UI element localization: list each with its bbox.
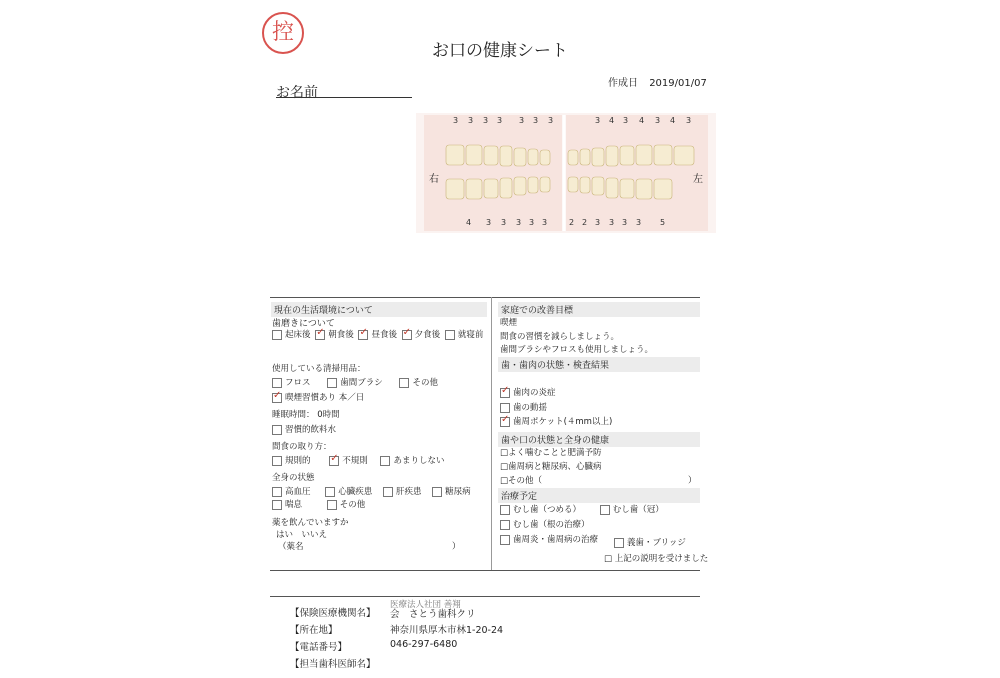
option-other[interactable]: その他 <box>399 378 438 388</box>
option-hypertension[interactable]: 高血圧 <box>272 487 311 497</box>
checkbox[interactable] <box>500 388 510 398</box>
upper-pocket-number: 3 <box>548 116 554 125</box>
option-body-other[interactable]: その他 <box>327 500 366 510</box>
plan-header: 治療予定 <box>498 488 700 503</box>
goal-title: 喫煙 <box>500 318 518 328</box>
option-drink[interactable]: 習慣的飲料水 <box>272 423 336 435</box>
phone-label: 【電話番号】 <box>290 642 348 653</box>
checkbox[interactable] <box>500 520 510 530</box>
checkbox[interactable] <box>399 378 409 388</box>
option-dinner[interactable]: ✓ 夕食後 <box>402 330 441 340</box>
column-divider <box>491 297 492 570</box>
checkbox[interactable] <box>272 330 282 340</box>
plan-row-1 <box>500 503 664 515</box>
snack-options <box>272 454 444 466</box>
lower-pocket-number: 3 <box>609 218 615 227</box>
lower-pocket-number: 3 <box>516 218 522 227</box>
option-heart[interactable]: 心臓疾患 <box>325 487 372 497</box>
brushing-options <box>272 328 483 340</box>
consent-checkbox[interactable]: □ 上記の説明を受けました <box>604 554 709 564</box>
brushing-label: 歯磨きについて <box>272 319 335 329</box>
health-header: 歯や口の状態と全身の健康 <box>498 432 700 447</box>
checkbox[interactable] <box>614 538 624 548</box>
health-close: ） <box>688 476 697 486</box>
medication-question: 薬を飲んでいますか <box>272 518 349 528</box>
upper-pocket-number: 3 <box>595 116 601 125</box>
clinic-name: 会 さとう歯科クリ <box>390 609 476 620</box>
sleep-hours: 睡眠時間： 0時間 <box>272 410 340 420</box>
upper-pocket-number: 3 <box>519 116 525 125</box>
health-item[interactable]: □よく噛むことと肥満予防 <box>500 448 602 458</box>
checkbox[interactable] <box>358 330 368 340</box>
lower-pocket-number: 4 <box>466 218 472 227</box>
checkbox[interactable] <box>272 378 282 388</box>
upper-pocket-number: 3 <box>623 116 629 125</box>
exam-header: 歯・歯肉の状態・検査結果 <box>498 357 700 372</box>
checkbox[interactable] <box>272 500 282 510</box>
option-wakeup[interactable]: 起床後 <box>272 330 311 340</box>
name-field[interactable] <box>276 97 412 98</box>
upper-pocket-number: 3 <box>453 116 459 125</box>
lower-pocket-number: 3 <box>595 218 601 227</box>
lifestyle-header: 現在の生活環境について <box>271 302 487 317</box>
option-smoking[interactable]: ✓喫煙習慣あり 本／日 <box>272 391 364 403</box>
checkbox[interactable] <box>325 487 335 497</box>
upper-pocket-number: 3 <box>686 116 692 125</box>
date-value: 2019/01/07 <box>649 78 707 89</box>
option-breakfast[interactable]: ✓ 朝食後 <box>315 330 354 340</box>
lower-pocket-number: 3 <box>542 218 548 227</box>
checkbox[interactable] <box>500 403 510 413</box>
section-divider <box>270 596 700 597</box>
lower-pocket-number: 2 <box>582 218 588 227</box>
stamp-seal: 控 <box>262 12 304 54</box>
checkbox[interactable] <box>327 378 337 388</box>
checkbox[interactable] <box>380 456 390 466</box>
body-label: 全身の状態 <box>272 473 315 483</box>
option-interdental-brush[interactable]: 歯間ブラシ <box>327 378 383 388</box>
lower-pocket-number: 3 <box>501 218 507 227</box>
checkbox[interactable] <box>445 330 455 340</box>
doctor-label: 【担当歯科医師名】 <box>290 659 376 670</box>
medication-close: ） <box>452 542 461 552</box>
checkbox[interactable] <box>383 487 393 497</box>
upper-pocket-number: 3 <box>468 116 474 125</box>
checkbox[interactable] <box>500 535 510 545</box>
lower-pocket-number: 2 <box>569 218 575 227</box>
option-floss[interactable]: フロス <box>272 378 311 388</box>
checkbox[interactable] <box>272 393 282 403</box>
checkbox[interactable] <box>329 456 339 466</box>
checkbox[interactable] <box>272 487 282 497</box>
upper-pocket-number: 4 <box>609 116 615 125</box>
section-divider <box>270 570 700 571</box>
option-root-canal[interactable]: むし歯（根の治療） <box>500 518 590 530</box>
dental-chart-image <box>416 113 716 233</box>
option-diabetes[interactable]: 糖尿病 <box>432 487 471 497</box>
checkbox[interactable] <box>600 505 610 515</box>
tools-label: 使用している清掃用品： <box>272 364 366 374</box>
body-options-2 <box>272 498 365 510</box>
goal-header: 家庭での改善目標 <box>498 302 700 317</box>
tools-options <box>272 376 438 388</box>
upper-pocket-number: 3 <box>497 116 503 125</box>
goal-item: 間食の習慣を減らしましょう。 <box>500 332 620 342</box>
dental-chart <box>416 113 716 233</box>
creation-date <box>608 74 707 89</box>
option-periodontal-pocket[interactable]: ✓歯周ポケット(４mm以上) <box>500 415 612 427</box>
option-caries-filling[interactable]: むし歯（つめる） <box>500 505 581 515</box>
checkbox[interactable] <box>272 456 282 466</box>
medication-answer[interactable]: はい いいえ <box>276 530 328 540</box>
option-periodontal-treatment[interactable]: 歯周炎・歯周病の治療 <box>500 533 598 545</box>
body-options <box>272 485 471 497</box>
checkbox[interactable] <box>402 330 412 340</box>
option-caries-crown[interactable]: むし歯（冠） <box>600 505 664 515</box>
upper-pocket-number: 3 <box>655 116 661 125</box>
option-asthma[interactable]: 喘息 <box>272 500 302 510</box>
option-regular[interactable]: 規則的 <box>272 456 311 466</box>
chart-left-label: 左 <box>693 174 703 185</box>
checkbox[interactable] <box>500 417 510 427</box>
checkbox[interactable] <box>432 487 442 497</box>
upper-pocket-number: 3 <box>483 116 489 125</box>
option-rarely[interactable]: あまりしない <box>380 456 444 466</box>
chart-right-label: 右 <box>429 174 439 185</box>
option-lunch[interactable]: ✓ 昼食後 <box>358 330 397 340</box>
checkbox[interactable] <box>500 505 510 515</box>
option-tooth-mobility[interactable]: 歯の動揺 <box>500 401 547 413</box>
snack-label: 間食の取り方： <box>272 442 332 452</box>
name-label: お名前 <box>276 85 318 101</box>
health-item[interactable]: □歯周病と糖尿病、心臓病 <box>500 462 602 472</box>
option-liver[interactable]: 肝疾患 <box>383 487 422 497</box>
checkbox[interactable] <box>272 425 282 435</box>
upper-pocket-number: 4 <box>670 116 676 125</box>
option-irregular[interactable]: ✓ 不規則 <box>329 456 368 466</box>
phone-value: 046-297-6480 <box>390 639 458 650</box>
page-title: お口の健康シート <box>432 41 568 61</box>
goal-item: 歯間ブラシやフロスも使用しましょう。 <box>500 345 654 355</box>
lower-pocket-number: 5 <box>660 218 666 227</box>
option-denture-bridge[interactable]: 義歯・ブリッジ <box>614 536 686 548</box>
option-gum-inflammation[interactable]: ✓歯肉の炎症 <box>500 386 556 398</box>
lower-pocket-number: 3 <box>622 218 628 227</box>
section-divider <box>270 297 700 298</box>
address-value: 神奈川県厚木市林1-20-24 <box>390 625 504 636</box>
upper-pocket-number: 3 <box>533 116 539 125</box>
lower-pocket-number: 3 <box>636 218 642 227</box>
address-label: 【所在地】 <box>290 625 338 636</box>
upper-pocket-number: 4 <box>639 116 645 125</box>
checkbox[interactable] <box>327 500 337 510</box>
health-item[interactable]: □その他（ <box>500 476 543 486</box>
clinic-label: 【保険医療機関名】 <box>290 608 376 619</box>
lower-pocket-number: 3 <box>529 218 535 227</box>
medication-name: （薬名 <box>278 542 304 552</box>
checkbox[interactable] <box>315 330 325 340</box>
option-bedtime[interactable]: 就寝前 <box>445 330 484 340</box>
clinic-corp: 医療法人社団 善翔 <box>390 600 461 610</box>
lower-pocket-number: 3 <box>486 218 492 227</box>
date-label: 作成日 <box>608 78 638 89</box>
